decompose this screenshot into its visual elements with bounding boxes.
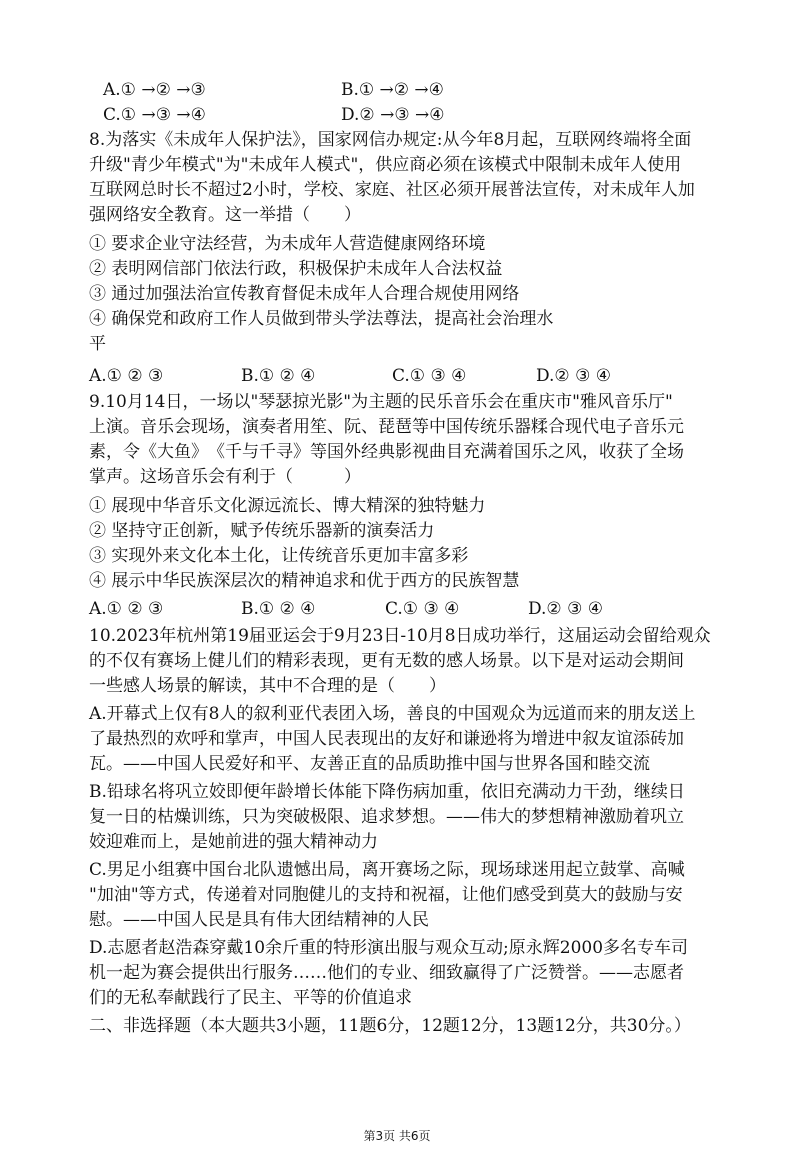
- q7-option-b: B.① →② →④: [341, 80, 444, 100]
- q8-item-3: ③ 通过加强法治宣传教育督促未成年人合理合规使用网络: [89, 284, 520, 304]
- q7-option-c: C.① →③ →④: [103, 105, 206, 125]
- section-heading: 二、非选择题（本大题共3小题，11题6分，12题12分，13题12分，共30分。）: [89, 1016, 691, 1036]
- q10-choice-a-cont: 了最热烈的欢呼和掌声，中国人民表现出的友好和谦逊将为增进中叙友谊添砖加: [89, 729, 684, 749]
- q8-stem-line: 升级"青少年模式"为"未成年人模式"，供应商必须在该模式中限制未成年人使用: [89, 155, 682, 175]
- q9-option-b: B.① ② ④: [241, 599, 316, 619]
- q10-choice-b-cont: 姣迎难而上，是她前进的强大精神动力: [89, 832, 378, 852]
- q9-item-1: ① 展现中华音乐文化源远流长、博大精深的独特魅力: [89, 496, 486, 516]
- q7-option-d: D.② →③ →④: [341, 105, 445, 125]
- q9-stem-line: 9.10月14日，一场以"琴瑟掠光影"为主题的民乐音乐会在重庆市"雅风音乐厅": [89, 392, 673, 412]
- q9-item-3: ③ 实现外来文化本土化，让传统音乐更加丰富多彩: [89, 546, 469, 566]
- q10-choice-a: A.开幕式上仅有8人的叙利亚代表团入场，善良的中国观众为远道而来的朋友送上: [89, 704, 696, 724]
- q9-option-d: D.② ③ ④: [528, 599, 603, 619]
- q8-item-4: ④ 确保党和政府工作人员做到带头学法尊法，提高社会治理水: [89, 309, 554, 329]
- q8-item-1: ① 要求企业守法经营，为未成年人营造健康网络环境: [89, 234, 486, 254]
- q8-option-a: A.① ② ③: [89, 366, 164, 386]
- q9-stem-line: 上演。音乐会现场，演奏者用笙、阮、琵琶等中国传统乐器糅合现代电子音乐元: [89, 417, 684, 437]
- q8-stem-line: 强网络安全教育。这一举措（ ）: [89, 205, 361, 225]
- q10-stem-line: 一些感人场景的解读，其中不合理的是（ ）: [89, 676, 446, 696]
- q8-option-d: D.② ③ ④: [536, 366, 611, 386]
- q10-choice-c-cont: 慰。——中国人民是具有伟大团结精神的人民: [89, 910, 429, 930]
- q8-item-4-cont: 平: [89, 334, 106, 354]
- q10-choice-a-cont: 瓦。——中国人民爱好和平、友善正直的品质助推中国与世界各国和睦交流: [89, 754, 650, 774]
- q8-option-b: B.① ② ④: [241, 366, 316, 386]
- q10-choice-b-cont: 复一日的枯燥训练，只为突破极限、追求梦想。——伟大的梦想精神激励着巩立: [89, 807, 684, 827]
- q8-stem-line: 8.为落实《未成年人保护法》，国家网信办规定:从今年8月起，互联网终端将全面: [89, 130, 692, 150]
- page-footer: 第3页 共6页: [363, 1129, 431, 1143]
- q10-choice-c: C.男足小组赛中国台北队遗憾出局，离开赛场之际，现场球迷用起立鼓掌、高喊: [89, 860, 685, 880]
- q8-stem-line: 互联网总时长不超过2小时，学校、家庭、社区必须开展普法宣传，对未成年人加: [89, 180, 695, 200]
- q9-item-4: ④ 展示中华民族深层次的精神追求和优于西方的民族智慧: [89, 571, 520, 591]
- q9-option-c: C.① ③ ④: [385, 599, 460, 619]
- q7-option-a: A.① →② →③: [103, 80, 206, 100]
- q8-item-2: ② 表明网信部门依法行政，积极保护未成年人合法权益: [89, 259, 503, 279]
- q9-item-2: ② 坚持守正创新，赋予传统乐器新的演奏活力: [89, 521, 435, 541]
- q10-stem-line: 的不仅有赛场上健儿们的精彩表现，更有无数的感人场景。以下是对运动会期间: [89, 651, 684, 671]
- q8-option-c: C.① ③ ④: [392, 366, 467, 386]
- q10-choice-b: B.铅球名将巩立姣即便年龄增长体能下降伤病加重，依旧充满动力干劲，继续日: [89, 782, 685, 802]
- q10-choice-d: D.志愿者赵浩森穿戴10余斤重的特形演出服与观众互动;原永辉2000多名专车司: [89, 938, 689, 958]
- q9-stem-line: 素，令《大鱼》 《千与千寻》等国外经典影视曲目充满着国乐之风，收获了全场: [89, 442, 684, 462]
- q10-choice-d-cont: 机一起为赛会提供出行服务……他们的专业、细致赢得了广泛赞誉。——志愿者: [89, 963, 684, 983]
- q9-option-a: A.① ② ③: [89, 599, 164, 619]
- q9-stem-line: 掌声。这场音乐会有利于（ ）: [89, 467, 361, 487]
- q10-choice-d-cont: 们的无私奉献践行了民主、平等的价值追求: [89, 988, 412, 1008]
- q10-choice-c-cont: "加油"等方式，传递着对同胞健儿的支持和祝福，让他们感受到莫大的鼓励与安: [89, 885, 683, 905]
- q10-stem-line: 10.2023年杭州第19届亚运会于9月23日-10月8日成功举行，这届运动会留给观众: [89, 626, 711, 646]
